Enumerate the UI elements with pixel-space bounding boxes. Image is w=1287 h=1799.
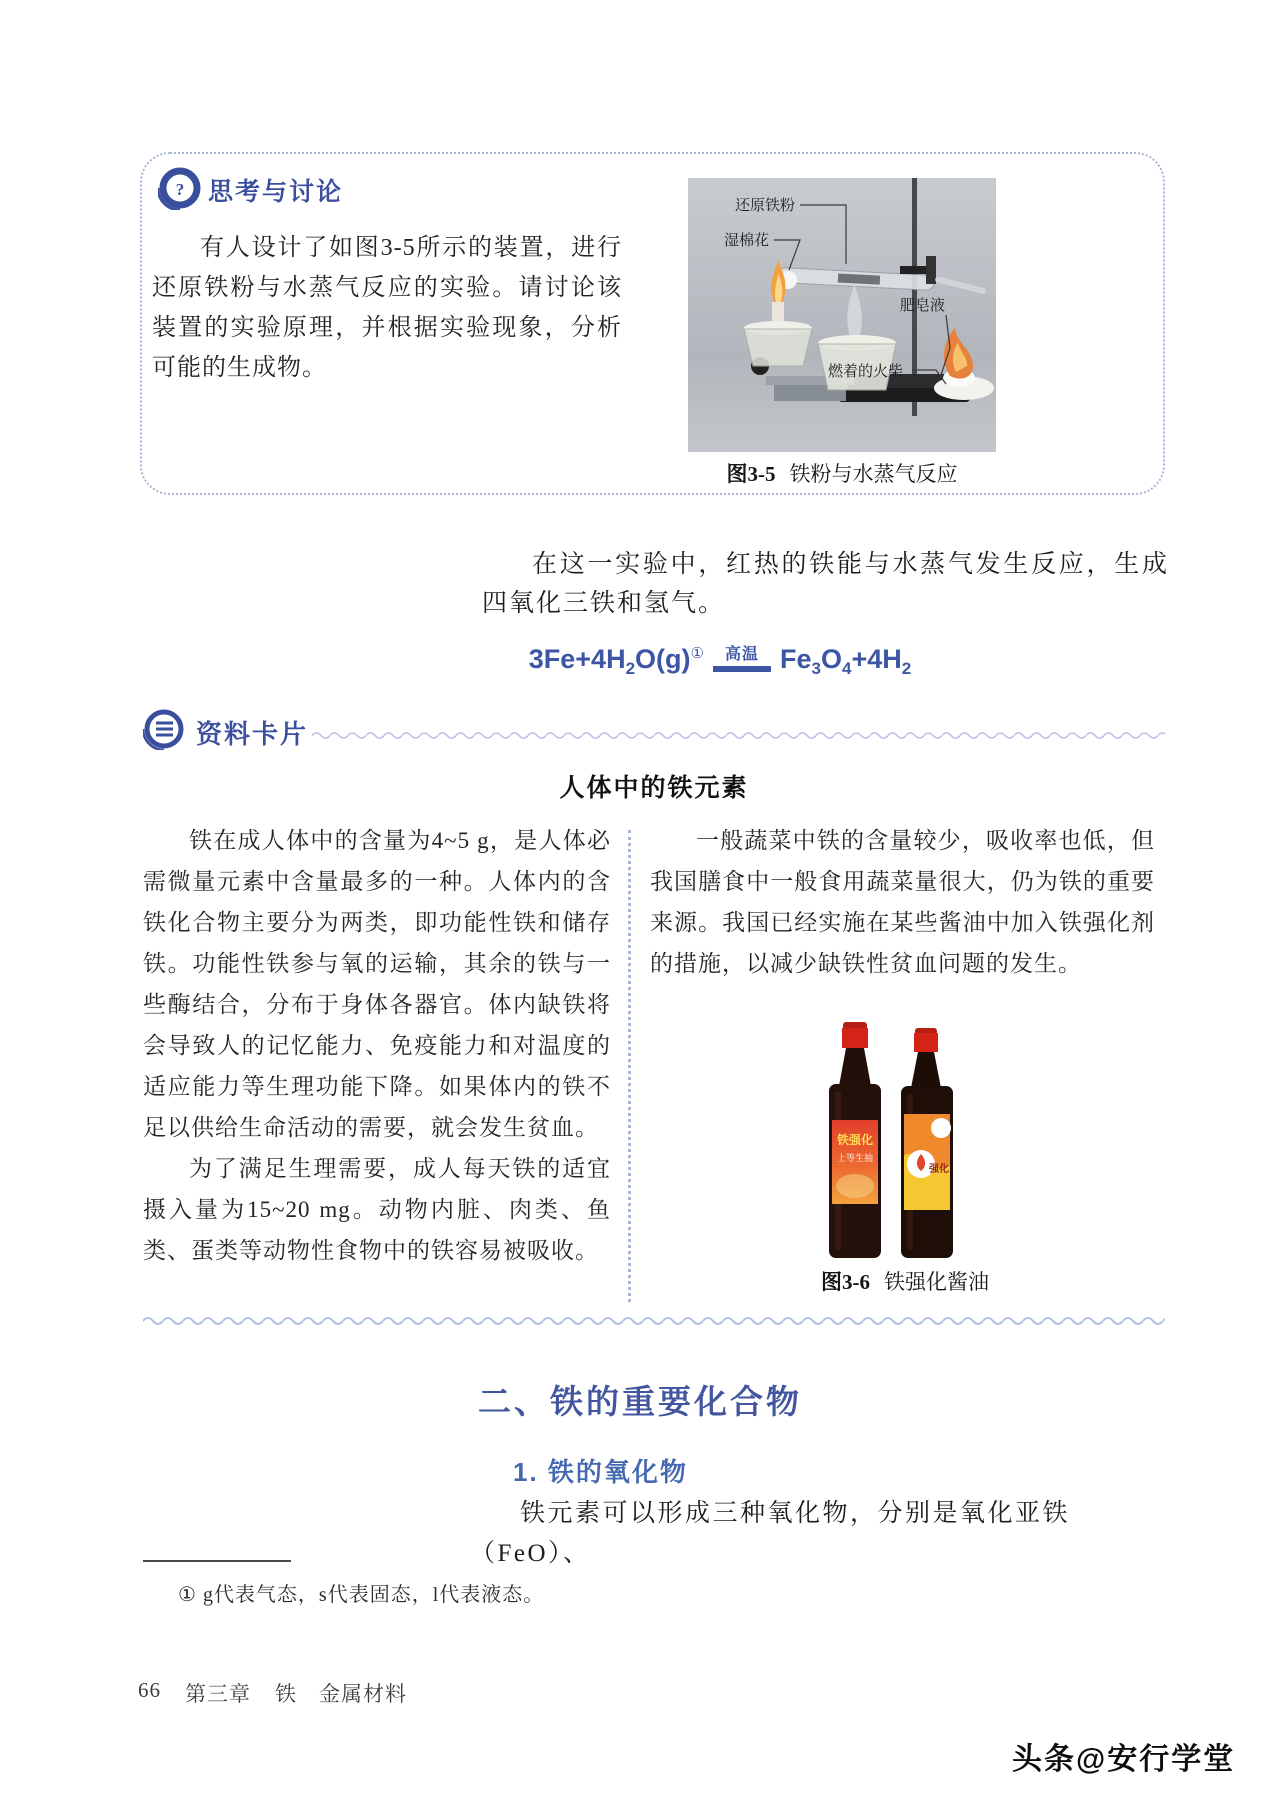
footnote-reference-icon: ①: [690, 645, 704, 662]
equation-subscript: 4: [841, 659, 852, 678]
wavy-divider: [312, 726, 1165, 744]
footnote-text: g代表气态，s代表固态，l代表液态。: [202, 1584, 545, 1606]
footnote-marker: ①: [178, 1584, 197, 1606]
footnote-rule: [143, 1560, 291, 1562]
data-card-left-column: [143, 820, 611, 1271]
condition-label: 高温: [724, 646, 759, 663]
equation-part: 3Fe+4H: [528, 644, 626, 674]
figure-3-6-caption: [780, 1266, 1030, 1296]
figure-3-6-photo: [815, 1016, 965, 1264]
figure-3-6-title: 铁强化酱油: [884, 1270, 989, 1294]
paragraph-text: 铁元素可以形成三种氧化物，分别是氧化亚铁（FeO）、: [470, 1500, 1071, 1567]
chapter-title: 铁 金属材料: [275, 1682, 407, 1706]
data-card-title: 人体中的铁元素: [559, 775, 749, 802]
equation-part: Fe: [779, 644, 812, 674]
equation-subscript: 2: [901, 659, 912, 678]
equation-condition: [713, 647, 771, 672]
data-card-right-column: [650, 820, 1155, 984]
footnote: [178, 1578, 544, 1607]
paragraph-text: 在这一实验中，红热的铁能与水蒸气发生反应，生成四氧化三铁和氢气。: [482, 551, 1169, 617]
data-card-header: 资料卡片: [196, 719, 309, 749]
equation-part: O(g): [635, 644, 691, 674]
figure-3-5-title: 铁粉与水蒸气反应: [789, 462, 958, 486]
figure-3-5-caption: [662, 458, 1022, 488]
figure-label: 肥皂液: [900, 298, 946, 314]
svg-text:?: ?: [175, 180, 185, 199]
equation-lhs: [528, 644, 704, 678]
bottle2-label: 强化: [929, 1164, 949, 1175]
body-paragraph-oxides: [470, 1494, 1170, 1574]
chapter-label: 第三章: [185, 1682, 251, 1706]
page-number: 66: [138, 1678, 161, 1702]
left-column-paragraph-2: 为了满足生理需要，成人每天铁的适宜摄入量为15~20 mg。动物内脏、肉类、鱼类、蛋类等动物性食物中的铁容易被吸收。: [143, 1156, 611, 1263]
equation-subscript: 3: [811, 659, 821, 678]
think-discuss-title: 思考与讨论: [208, 178, 344, 206]
section-heading: 二、铁的重要化合物: [478, 1383, 802, 1420]
think-discuss-paragraph: 有人设计了如图3-5所示的装置，进行还原铁粉与水蒸气反应的实验。请讨论该装置的实验原理，并根据实验现象，分析可能的生成物。: [152, 235, 622, 381]
right-column-paragraph: 一般蔬菜中铁的含量较少，吸收率也低，但我国膳食中一般食用蔬菜量很大，仍为铁的重要来源。我国已经实施在某些酱油中加入铁强化剂的措施，以减少缺铁性贫血问题的发生。: [650, 828, 1155, 976]
bottle1-title: 铁强化: [836, 1133, 874, 1147]
page-footer: [138, 1678, 407, 1708]
equation-part: O: [820, 644, 842, 674]
figure-label: 湿棉花: [724, 233, 770, 249]
photo-background: [688, 178, 996, 452]
figure-3-6-number: 图3-6: [821, 1270, 870, 1294]
question-circle-icon: [158, 166, 202, 210]
double-line-icon: [713, 666, 771, 672]
watermark: 头条@安行学堂: [1012, 1743, 1236, 1776]
figure-3-5-photo: [688, 178, 996, 452]
body-paragraph-experiment: [482, 545, 1169, 623]
equation-part: +4H: [851, 644, 902, 674]
bottle1-subtitle: 上等生抽: [836, 1153, 874, 1163]
figure-label: 燃着的火柴: [828, 364, 904, 380]
equation-subscript: 2: [625, 659, 636, 678]
document-card-icon: [143, 708, 185, 750]
think-discuss-text: [152, 228, 622, 388]
figure-label: 还原铁粉: [735, 198, 796, 214]
equation-rhs: [779, 644, 912, 678]
subsection-heading: 1. 铁的氧化物: [513, 1457, 688, 1487]
left-column-paragraph-1: 铁在成人体中的含量为4~5 g，是人体必需微量元素中含量最多的一种。人体内的含铁化合物主要分为两类，即功能性铁和储存铁。功能性铁参与氧的运输，其余的铁与一些酶结合，分布于身体各器官。体内缺铁将会导致人的记忆能力、免疫能力和对温度的适应能力等生理功能下降。如果体内的铁不足以供给生命活动的需要，就会发生贫血。: [143, 828, 611, 1140]
column-divider: [628, 830, 631, 1302]
chemical-equation: [500, 644, 940, 678]
figure-3-5-number: 图3-5: [726, 462, 776, 486]
think-discuss-box: [140, 152, 1165, 495]
wavy-section-end-divider: [143, 1312, 1165, 1330]
